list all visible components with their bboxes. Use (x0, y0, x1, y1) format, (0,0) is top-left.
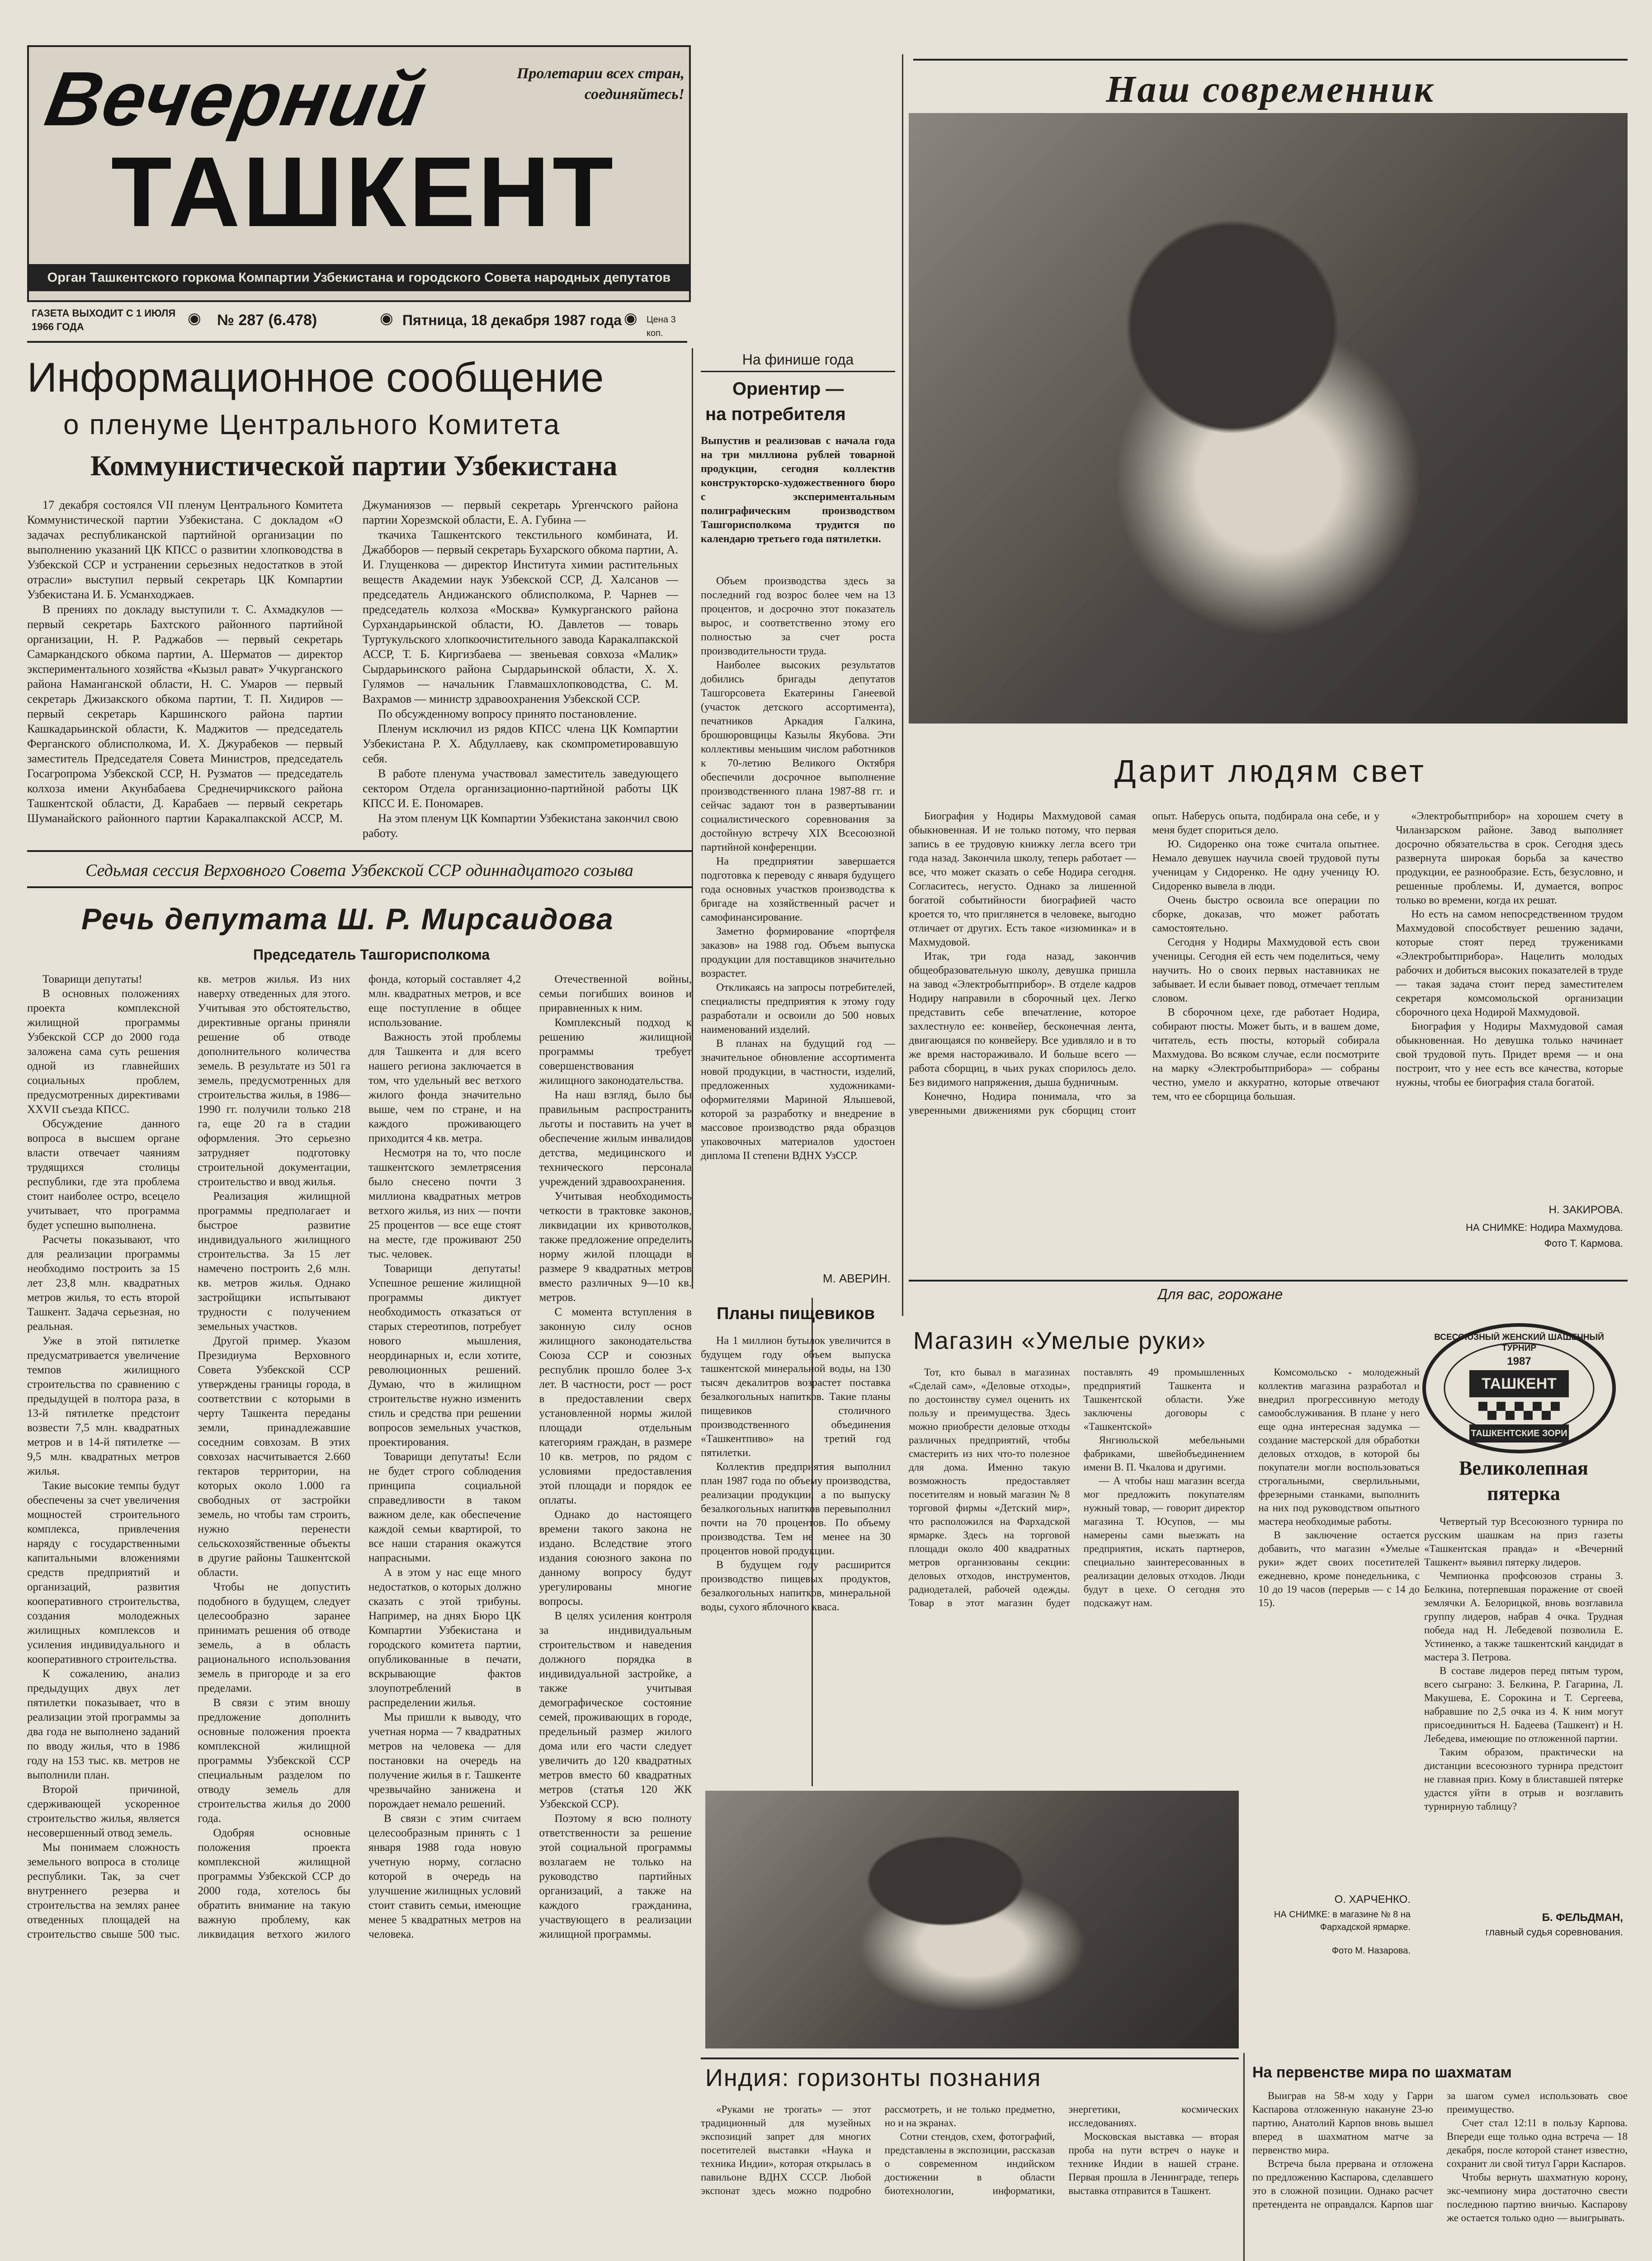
speech-title: Речь депутата Ш. Р. Мирсаидова (81, 902, 614, 936)
speech-body (27, 972, 692, 2261)
paragraph: Другой пример. Указом Президиума Верховного Совета Узбекской ССР утверждены границы города, в соответствии с которыми в черту Ташкента переданы земли, принадлежавшие соседним совхозам. В этих совхозах насчитывается 2.660 гектаров территории, на которых около 1.000 га свободных от застройки земель, но чтобы там строить, нужно перенести сельскохозяйственные объекты в другие районы Ташкентской области. (198, 1335, 350, 1579)
plenum-subtitle: о пленуме Центрального Комитета (63, 409, 561, 440)
paragraph: В сборочном цехе, где работает Нодира, собирают пюсты. Может быть, и в вашем доме, читатель, есть пюсты, который собирала Махмудова. Во всяком случае, если посмотрите на марку «Электробытприбора» — собраны честно, умело и аккуратно, которые отвечают тем, что ее сборщица большая. (1152, 1007, 1380, 1102)
paragraph: — А чтобы наш магазин всегда мог предложить покупателям нужный товар, — говорит директор магазина Т. Юсупов, — мы намерены сами выезжать на предприятия, искать партнеров, специально заинтересованных в реализации деловых отходов. Люди будут в цехе. О сегодня это подскажут нам. (1083, 1475, 1245, 1608)
paragraph: Мы понимаем сложность земельного вопроса в столице республики. Так, за счет внутреннего резерва и строительства на землях ранее отведенных площадей на строительство свыше 500 тыс. кв. метров жилья. Из них наверху отведенных для этого. Учитывая это обстоятельство, директивные органы приняли решение об отводе дополнительного количества земель. В результате из 501 га земель, предусмотренных для строительства жилья, в 1986—1990 гг. получили только 218 га, еще 20 га в стадии оформления. Это серьезно затрудняет подготовку строительной документации, строительство и ввод жилья. (27, 973, 350, 1940)
plenum-title: Информационное сообщение (27, 355, 604, 401)
bullet-icon: ◉ (624, 310, 637, 327)
paragraph: Комплексный подход к решению жилищной программы требует совершенствования жилищного законодательства. (539, 1017, 692, 1087)
paragraph: Одобряя основные положения проекта комплексной жилищной программы Узбекской ССР до 2000 года, хотелось бы обратить внимание на такую важную проблему, как ликвидация ветхого жилого фонда, который составляет 4,2 млн. квадратных метров, и все еще поступление в общее использование. (198, 973, 521, 1940)
contemporary-caption: НА СНИМКЕ: Нодира Махмудова. (1466, 1222, 1623, 1233)
column-divider (902, 54, 903, 1316)
paragraph: В основных положениях проекта комплексной жилищной программы Узбекской ССР до 2000 года заложена сама суть решения одной из главнейших социальных проблем, предусмотренных директивами XXVII съезда КПСС. (27, 988, 180, 1116)
contemporary-photo-credit: Фото Т. Кармова. (1544, 1238, 1623, 1249)
finish-body (701, 574, 895, 1253)
plans-body (701, 1334, 891, 1777)
paragraph: Однако до настоящего времени такого закона не издано. Вследствие этого издания союзного закона по данному вопросу будут урегулированы многие вопросы. (539, 1509, 692, 1608)
paragraph: Биография у Нодиры Махмудовой самая обыкновенная. Но девушка только начинает свой трудовой путь. Придет время — и она построит, что у нее есть все качества, которые нужны, чтобы ее биография стала богатой. (1396, 1021, 1623, 1088)
banner-title: Наш современник (1106, 68, 1435, 110)
masthead (27, 45, 691, 302)
contemporary-author: Н. ЗАКИРОВА. (1548, 1204, 1623, 1216)
magazine-title: Магазин «Умелые руки» (913, 1327, 1207, 1354)
contemporary-banner (913, 59, 1628, 110)
paragraph: Итак, три года назад, закончив общеобразовательную школу, девушка пришла на завод «Электробытприбор». В отделе кадров Нодиру направили в сборочный цех. Легко представить себе впечатление, которое захлестнуло ее: конвейер, бесконечная лента, двигающаяся по конвейеру. Все удивляло и в то же время настораживало. И больше всего — работа сборщиц, в чьих руках спорилось дело. Без видимого напряжения, дыша будничным. (909, 951, 1136, 1088)
contemporary-title: Дарит людям свет (1114, 753, 1427, 789)
paragraph: Пленум исключил из рядов КПСС члена ЦК Компартии Узбекистана Р. Х. Абдуллаеву, как скомпрометировавшую себя. (363, 722, 678, 765)
paragraph: Реализация жилищной программы предполагает и быстрое развитие индивидуального жилищного строительства. За 15 лет намечено построить 2,6 млн. кв. метров жилья. Однако застройщики испытывают трудности с получением земельных участков. (198, 1190, 350, 1333)
plenum-subtitle2: Коммунистической партии Узбекистана (90, 449, 618, 482)
for-you-label: Для вас, горожане (1157, 1286, 1283, 1302)
finish-author: М. АВЕРИН. (822, 1272, 891, 1285)
paragraph: ткачиха Ташкентского текстильного комбината, И. Джабборов — первый секретарь Бухарского обкома партии, А. И. Глущенкова — директор Института химии растительных веществ Академии наук Узбекской ССР, Д. Халсанов — председатель Андижанского облисполкома, Р. Чарнев — председатель колхоза «Москва» Кумкурганского района Сурхандарьинской области, Ю. Давлетов — товарь Туртукульского хлопкоочистительного завода Каракалпакской АССР, Т. Б. Киргизбаева — звеньевая совхоза «Малик» Сырдарьинского района Сырдарьинской области, Х. Х. Гулямов — начальник Главмашхлопководства, С. М. Вахрамов — министр здравоохранения Узбекской ССР. (363, 528, 678, 705)
paragraph: «Руками не трогать» — этот традиционный для музейных экспозиций запрет для многих посетителей выставки «Наука и техника Индии», которая открылась в павильоне ВДНХ СССР. Любой экспонат здесь можно подробно рассмотреть, и не только предметно, но и на экранах. (701, 2104, 1055, 2196)
emblem-ring-text: ВСЕСОЮЗНЫЙ ЖЕНСКИЙ ШАШЕЧНЫЙ ТУРНИР (1434, 1333, 1604, 1353)
section-rule (27, 850, 692, 852)
paragraph: А в этом у нас еще много недостатков, о которых должно сказать с этой трибуны. Например, на днях Бюро ЦК Компартии Узбекистана и городского комитета партии, опубликованные в печати, вскрывающие фактов злоупотреблений в распределении жилья. (368, 1566, 521, 1709)
paragraph: Поэтому я всю полноту ответственности за решение этой социальной программы возлагаем не только на руководство партийных организаций, а также на каждого гражданина, участвующего в реализации жилищной программы. (539, 1812, 692, 1940)
paragraph: Несмотря на то, что после ташкентского землетрясения было снесено почти 3 миллиона квадратных метров ветхого жилья, из них — почти 25 процентов — все еще стоят на месте, где проживают 250 тыс. человек. (368, 1147, 521, 1260)
finish-title2: на потребителя (705, 404, 846, 424)
paragraph: Товарищи депутаты! Успешное решение жилищной программы диктует необходимость отказаться от старых стереотипов, потребует нового мышления, неординарных и, если хотите, революционных решений. Думаю, что в жилищном строительстве нужно изменить стиль и средства при решении вопросов земельных участков, проектирования. (368, 1263, 521, 1448)
price: Цена 3 коп. (647, 315, 676, 338)
magazine-caption: НА СНИМКЕ: в магазине № 8 на Фархадской ярмарке. (1274, 1910, 1411, 1932)
contemporary-body (909, 809, 1623, 1198)
issue-bar (27, 304, 687, 343)
speech-subtitle: Председатель Ташгорисполкома (253, 946, 490, 963)
paragraph: Обсуждение данного вопроса в высшем органе власти отвечает чаяниям трудящихся столицы республики, где эта проблема стоит наиболее остро, всецело учитывает, что программа будет успешно выполнена. (27, 1118, 180, 1231)
paragraph: Такие высокие темпы будут обеспечены за счет увеличения мощностей строительного комплекса, привлечения наряду с государственными капитальными вложениями средств предприятий и организаций, развития кооперативного строительства, создания молодежных жилищных комплексов и усиления индивидуального и кооперативного строительства. (27, 1480, 180, 1665)
paragraph: По обсужденному вопросу принято постановление. (378, 707, 637, 720)
paragraph: Сегодня у Нодиры Махмудовой есть свои ученицы. Сегодня ей есть чем поделиться, чему научить. Но о своих первых наставниках не забывает. И если бывает повод, отмечает теплым словом. (1152, 937, 1380, 1004)
column-divider (1243, 2053, 1245, 2261)
india-body (701, 2103, 1239, 2261)
section-rule (701, 2058, 1239, 2059)
paragraph: Очень быстро освоила все операции по сборке, доказав, что может работать самостоятельно. (1152, 894, 1380, 934)
paragraph: Чтобы вернуть шахматную корону, экс-чемпиону мира достаточно свести последнюю партию вничью. Каспарову же остается только одно — выигрывать. (1447, 2171, 1628, 2223)
paragraph: «Электробытприбор» на хорошем счету в Чиланзарском районе. Завод выполняет досрочно обязательства в срок. Сегодня здесь развернута широкая борьба за качество продукции, ее разнообразие. Есть, безусловно, и решенные проблемы. И, думается, вопрос только во времени, когда их решат. (1396, 810, 1623, 906)
paragraph: Коллектив предприятия выполнил план 1987 года по объему производства, реализации продукции, а по выпуску безалкогольных напитков перевыполнил почти на 70 процентов. По объему производства. Тем не менее на 30 процентов новой продукции. (701, 1461, 891, 1557)
finish-lead: Выпустив и реализовав с начала года на три миллиона рублей товарной продукции, сегодня коллектив конструкторско-художественного бюро с экспериментальным полиграфическим производством Ташгорисполкома трудится по календарю третьего года пятилетки. (701, 435, 895, 545)
paragraph: Сотни стендов, схем, фотографий, представлены в экспозиции, рассказав о современном индийском достижении в области биотехнологии, информатики, энергетики, космических исследованиях. (884, 2104, 1239, 2196)
masthead-title-line1: Вечерний (39, 56, 433, 142)
paragraph: В будущем году расширится производство пищевых продуктов, безалкогольных напитков, минеральной воды, сухого яблочного кваса. (701, 1559, 891, 1613)
paragraph: С момента вступления в законную силу основ жилищного законодательства Союза ССР и союзных республик прошло более 3-х лет. В частности, рост — рост в предоставлении сверх установленной нормы жилой площади отдельным категориям граждан, в размере 10 кв. метров, по рядом с условиями предоставления этой площади и порядок ее оплаты. (539, 1306, 692, 1506)
paragraph: Комсомольско - молодежный коллектив магазина разработал и внедрил прогрессивную методу самообслуживания. В плане у него еще одна интересная задумка — создание мастерской для обработки деловых отходов, в которой бы покупатели могли воспользоваться строгальными, сверлильными, фрезерными станками, выполнить на них под руководством опытного мастера необходимые работы. (1258, 1367, 1420, 1527)
tournament-emblem (1420, 1320, 1619, 1456)
paragraph: На этом пленум ЦК Компартии Узбекистана закончил свою работу. (363, 812, 678, 840)
paragraph: В прениях по докладу выступили т. С. Ахмадкулов — первый секретарь Бахтского районного партийной организации, Н. Р. Раджабов — первый секретарь Самаркандского обкома партии, А. Шерматов — директор экспериментального хозяйства «Кызыл рават» Учкурганского района Наманганской области, Н. С. Умаров — первый секретарь Джизакского обкома партии, Т. П. Хидиров — первый секретарь Каршинского района партии Кашкадарьинской области, К. Маджитов — председатель Ферганского облисполкома, И. Х. Джурабеков — первый заместитель Председателя Совета Министров, председатель Госагропрома Узбекской ССР, Н. Рузматов — председатель колхоза имени Акунбабаева Среднечирчикского района Ташкентской области, Д. Карабаев — первый секретарь Шуманайского районного партии Каракалпакской АССР, М. Джуманиязов — первый секретарь Ургенчского района партии Хорезмской области, Е. А. Губина — (27, 498, 678, 825)
since-label: ГАЗЕТА ВЫХОДИТ С 1 ИЮЛЯ 1966 ГОДА (32, 307, 176, 332)
paragraph: Товарищи депутаты! Если не будет строго соблюдения принципа социальной справедливости в таком важном деле, как обеспечение каждой семьи квартирой, то все наши старания окажутся напрасными. (368, 1451, 521, 1564)
paragraph: Четвертый тур Всесоюзного турнира по русским шашкам на приз газеты «Ташкентская правда» и «Вечерний Ташкент» выявил пятерку лидеров. (1424, 1516, 1623, 1568)
magazine-photo-credit: Фото М. Назарова. (1331, 1946, 1411, 1956)
paragraph: Встреча была прервана и отложена по предложению Каспарова, сделавшего это в сложной позиции. Однако расчет претендента не оправдался. Карпов шаг за шагом сумел использовать свое преимущество. (1252, 2090, 1628, 2210)
chess-body (1252, 2089, 1628, 2261)
paragraph: В работе пленума участвовал заместитель заведующего сектором Отдела организационно-партийной работы ЦК КПСС И. Е. Пономарев. (363, 767, 678, 810)
masthead-organ: Орган Ташкентского горкома Компартии Узбекистана и городского Совета народных депутатов (29, 264, 689, 291)
emblem-year: 1987 (1507, 1355, 1531, 1367)
issue-date: Пятница, 18 декабря 1987 года (402, 312, 622, 328)
paragraph: Уже в этой пятилетке предусматривается увеличение темпов жилищного строительства по сравнению с предыдущей в полтора раза, в 13-й пятилетке предстоит возвести 7,5 млн. квадратных метров и в 14-й пятилетке — 9,5 млн. квадратных метров жилья. (27, 1335, 180, 1477)
section-rule (909, 1280, 1628, 1282)
issue-number: № 287 (6.478) (217, 312, 317, 329)
finish-title: Ориентир — (732, 379, 844, 399)
section-rule (27, 886, 692, 888)
paragraph: В связи с этим считаем целесообразным принять с 1 января 1988 года новую учетную норму, согласно которой в очередь на улучшение жилищных условий стоит ставить семьи, имеющие менее 5 квадратных метров на человека. (368, 1812, 521, 1940)
slogan: Пролетарии всех стран, соединяйтесь! (517, 65, 684, 103)
paragraph: К сожалению, анализ предыдущих двух лет пятилетки показывает, что в реализации этой программы за два года не выполнено заданий по вводу жилья, что в 1986 году на 153 тыс. кв. метров не выполнили план. (27, 1668, 180, 1781)
plenum-body (27, 497, 678, 841)
paragraph: На предприятии завершается подготовка к переводу с января будущего года основных участков производства к бригаде на хозяйственный расчет и самофинансирование. (701, 856, 895, 923)
paragraph: В целях усиления контроля за индивидуальным строительством и наведения должного порядка в индивидуальной застройке, а также учитывая демографическое состояние семей, проживающих в городе, предельный размер жилого дома или его части следует увеличить до 120 квадратных метров вместо 60 квадратных метров (статья 120 ЖК Узбекской ССР). (539, 1610, 692, 1810)
paragraph: На 1 миллион бутылок увеличится в будущем году объем выпуска ташкентской минеральной воды, на 130 тысяч декалитров возрастет поставка безалкогольных напитков. Такие планы пищевиков столичного производственного объединения «Ташкентпиво» на третий год пятилетки. (701, 1335, 891, 1459)
paragraph: Чтобы не допустить подобного в будущем, следует целесообразно заранее принимать решения об отводе земель, а в область рационального использования земель в пригороде и за его пределами. (198, 1581, 350, 1694)
session-line: Седьмая сессия Верховного Совета Узбекской ССР одиннадцатого созыва (85, 861, 633, 880)
paragraph: Важность этой проблемы для Ташкента и для всего нашего региона заключается в том, что удельный вес ветхого жилого фонда значительно выше, чем по стране, и на каждого проживающего приходится 4 кв. метра. (368, 1031, 521, 1145)
paragraph: В связи с этим вношу предложение дополнить основные положения проекта комплексной жилищной программы Узбекской ССР специальным разделом по отводу земель для строительства жилья до 2000 года. (198, 1697, 350, 1825)
five-title: Великолепная (1459, 1457, 1588, 1479)
paragraph: В планах на будущий год — значительное обновление ассортимента новой продукции, в частности, изделий, предложенных художниками-оформителями Мариной Ялышевой, которой за разработку и внедрение в массовое производство ряда образцов упаковочных материалов удостоен диплома II степени ВДНХ УзССР. (701, 1038, 895, 1162)
bullet-icon: ◉ (188, 310, 201, 327)
paragraph: Но есть на самом непосредственном трудом Махмудовой способствует решению задачи, которые стоят перед тружениками «Электробытприбора». Нацелить молодых рабочих и добиться высоких показателей в труде — такая задача стоит перед заместителем секретаря комсомольской организации сборочного цеха Нодирой Махмудовой. (1396, 908, 1623, 1018)
paragraph: Объем производства здесь за последний год возрос более чем на 13 процентов, и досрочно этот показатель вырос, и соответственно этому его полностью за счет роста производительности труда. (701, 575, 895, 657)
bullet-icon: ◉ (380, 310, 393, 327)
paragraph: Таким образом, практически на дистанции всесоюзного турнира предстоит не главная приз. Кому в блиставшей пятерке удастся уйти в отрыв и возглавить турнирную таблицу? (1424, 1746, 1623, 1812)
paragraph: Выиграв на 58-м ходу у Гарри Каспарова отложенную накануне 23-ю партию, Анатолий Карпов вновь вышел вперед в шахматном матче за первенство мира. (1252, 2090, 1433, 2156)
five-author: Б. ФЕЛЬДМАН, (1542, 1911, 1623, 1924)
paragraph: Конечно, Нодира понимала, что за уверенными движениями рук сборщиц стоит опыт. Наберусь опыта, подбирала она себе, и у меня будет спориться дело. (909, 810, 1380, 1116)
paragraph: В заключение остается добавить, что магазин «Умелые руки» ждет своих посетителей ежедневно, кроме понедельника, с 10 до 19 часов (перерыв — с 14 до 15). (1258, 1529, 1420, 1608)
plans-title: Планы пищевиков (717, 1304, 875, 1323)
paragraph: Откликаясь на запросы потребителей, специалисты предприятия к этому году разработали и освоили до 500 новых наименований изделий. (701, 982, 895, 1036)
magazine-author: О. ХАРЧЕНКО. (1334, 1893, 1411, 1906)
five-body (1424, 1515, 1623, 1899)
emblem-center: ТАШКЕНТ (1481, 1375, 1557, 1392)
paragraph: Чемпионка профсоюзов страны З. Белкина, потерпевшая поражение от своей землячки А. Белорицкой, вновь возглавила группу лидеров, набрав 4 очка. Трудная победа над Н. Лебедевой позволила Е. Устиненко, а также ташкентский кандидат в мастера З. Петрова. (1424, 1570, 1623, 1663)
paragraph: В составе лидеров перед пятым туром, всего сыграно: З. Белкина, Р. Гагарина, Л. Макушева, Е. Сорокина и Т. Сергеева, набравшие по 2,5 очка из 4. К ним могут присоединиться Н. Бадеева (Ташкент) и Н. Лебедева, имеющие по отложенной партии. (1424, 1665, 1623, 1744)
paragraph: Второй причиной, сдерживающей ускоренное строительство жилья, является несовершенный отвод земель. (27, 1783, 180, 1839)
portrait-photo (909, 113, 1628, 724)
paragraph: Отечественной войны, семьи погибших воинов и приравненных к ним. (539, 973, 692, 1014)
paragraph: Счет стал 12:11 в пользу Карпова. Впереди еще только одна встреча — 18 декабря, после которой станет известно, сохранит ли свой титул Гарри Каспаров. (1447, 2117, 1628, 2169)
chess-title: На первенстве мира по шахматам (1252, 2064, 1512, 2081)
paragraph: Московская выставка — вторая проба на пути встреч о науке и технике Индии в нашей стране. Первая прошла в Ленинграде, теперь выставка отправится в Ташкент. (1068, 2131, 1239, 2196)
emblem-sub: ТАШКЕНТСКИЕ ЗОРИ (1471, 1428, 1567, 1438)
five-author-role: главный судья соревнования. (1485, 1926, 1623, 1938)
paragraph: Мы пришли к выводу, что учетная норма — 7 квадратных метров на человека — для постановки на очередь на получение жилья в г. Ташкенте чрезвычайно занижена и порождает немало решений. (368, 1711, 521, 1810)
masthead-title-line2: ТАШКЕНТ (111, 137, 616, 246)
shop-photo (705, 1791, 1239, 2048)
paragraph: Наиболее высоких результатов добились бригады депутатов Ташгорсовета Екатерины Ганеевой (участок детского ассортимента), печатников Аркадия Галкина, брошюровщицы Казылы Якубова. Эти коллективы меньшим числом работников к 70-летию Великого Октября обеспечили досрочное выполнение производственного плана 1987-88 гг. и сейчас задают тон в развертывании социалистического соревнования за достойную встречу XIX Всесоюзной партийной конференции. (701, 659, 895, 853)
paragraph: Заметно формирование «портфеля заказов» на 1988 год. Объем выпуска продукции для поставщиков значительно возрастет. (701, 926, 895, 979)
paragraph: Учитывая необходимость четкости в трактовке законов, ликвидации их кривотолков, также предложение определить норму жилой площади в размере 9 квадратных метров вместо различных 9—10 кв. метров. (539, 1190, 692, 1304)
plans-article (701, 1302, 891, 1782)
paragraph: Товарищи депутаты! (42, 973, 142, 985)
paragraph: На наш взгляд, было бы правильным распространить льготы и поставить на учет в обеспечение жилым инвалидов детства, медицинского и технического персонала учреждений здравоохранения. (539, 1089, 692, 1188)
finish-article (701, 348, 895, 1293)
paragraph: Ю. Сидоренко она тоже считала опытнее. Немало девушек научила своей трудовой путы ученицам у Сидоренко. Не одну ученицу Ю. Сидоренко вывела в люди. (1152, 838, 1380, 892)
paragraph: Расчеты показывают, что для реализации программы необходимо построить за 15 лет 23,8 млн. квадратных метров жилья, то есть второй Ташкент. Задача серьезная, но реальная. (27, 1234, 180, 1333)
paragraph: Биография у Нодиры Махмудовой самая обыкновенная. И не только потому, что первая запись в ее трудовую книжку легла всего три года назад. Закончила школу, теперь работает — все, что может сказать о себе Нодира сегодня. Согласитесь, негусто. Однако за лишенной богатой событийности биографией часто кроется то, что приглянется в человеке, выгодно отличает от других. Есть такое «изюминка» и в Махмудовой. (909, 810, 1136, 948)
paragraph: 17 декабря состоялся VII пленум Центрального Комитета Коммунистической партии Узбекистана. С докладом «О задачах республиканской партийной организации по выполнению указаний ЦК КПСС о развитии хлопководства в Узбекской ССР и устранении серьезных недостатков в этой отрасли» выступил первый секретарь ЦК Компартии Узбекистана И. Б. Усманходжаев. (27, 498, 343, 601)
paragraph: Тот, кто бывал в магазинах «Сделай сам», «Деловые отходы», по достоинству сумел оценить их пользу и преимущества. Здесь можно приобрести деловые отходы различных предприятий, чтобы смастерить из них что-то полезное для дома. Именно такую возможность предоставляет посетителям и новый магазин № 8 торговой фирмы «Детский мир», что расположился на Фархадской ярмарке. Здесь на торговой площади около 400 квадратных метров организованы секции: деловых отходов, инструментов, радиодеталей, рабочей одежды. Товар в этот магазин будет поставлять 49 промышленных предприятий Ташкента и Ташкентской области. Уже заключены договоры с «Ташкентской» (909, 1367, 1245, 1608)
column-divider (692, 348, 693, 1289)
five-title2: пятерка (1487, 1482, 1560, 1504)
rubric-label: На финише года (701, 348, 895, 372)
paragraph: Янгиюльской мебельными фабриками, швейобъединением имени В. П. Чкалова и другими. (1083, 1434, 1245, 1473)
india-title: Индия: горизонты познания (705, 2064, 1042, 2091)
